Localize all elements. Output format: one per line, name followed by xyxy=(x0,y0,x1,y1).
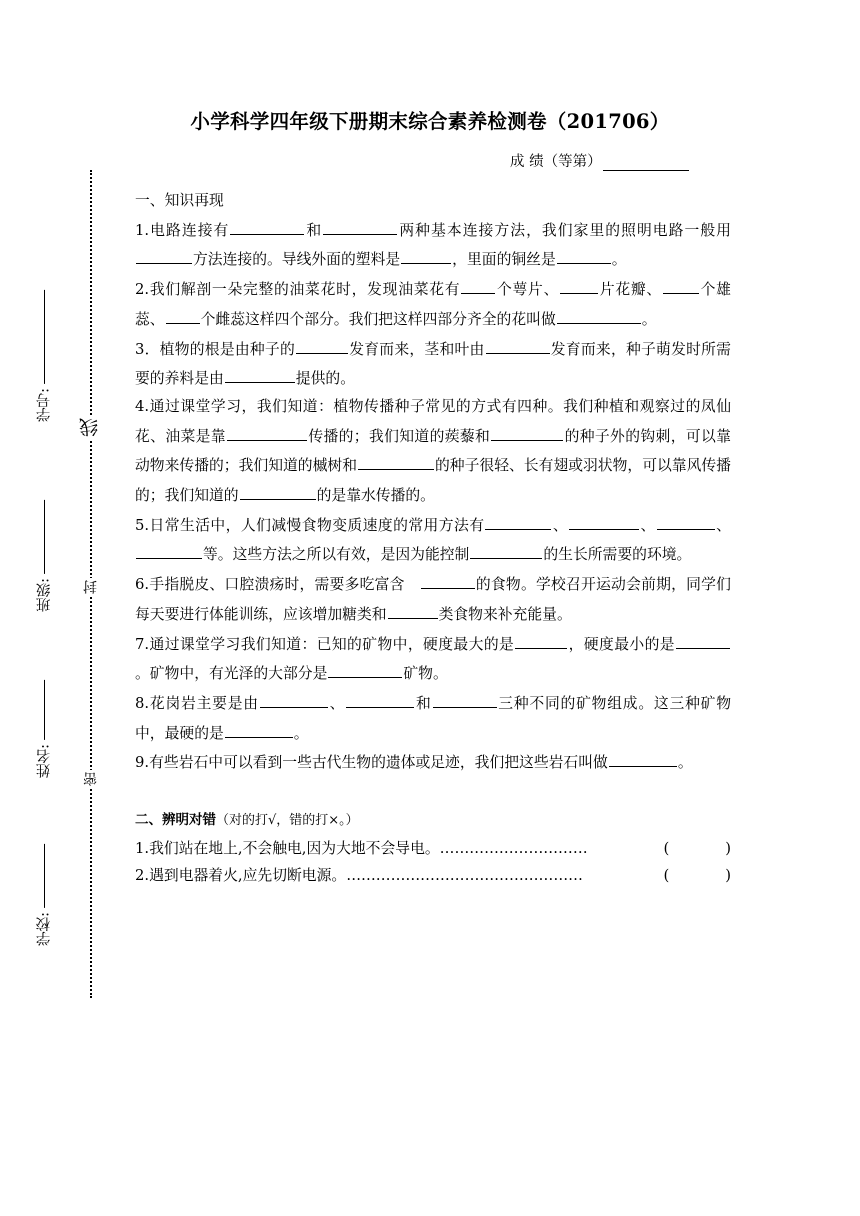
number-field xyxy=(34,290,54,422)
answer-blank[interactable] xyxy=(557,304,641,324)
tf-item-leader: ………………………… xyxy=(439,839,588,857)
section1-heading: 一、知识再现 xyxy=(135,192,224,209)
answer-blank[interactable] xyxy=(560,274,598,294)
answer-blank[interactable] xyxy=(657,510,715,530)
question-5: 5.日常生活中，人们减慢食物变质速度的常用方法有 、 、 、等。这些方法之所以有效，是因为能控制 的生长所需要的环境。 xyxy=(135,510,731,569)
section2-heading: 二、辨明对错 xyxy=(135,812,216,829)
answer-blank[interactable] xyxy=(470,539,542,559)
answer-blank[interactable] xyxy=(557,244,611,264)
answer-blank[interactable] xyxy=(136,244,192,264)
answer-blank[interactable] xyxy=(491,421,563,441)
answer-blank[interactable] xyxy=(328,658,402,678)
answer-blank[interactable] xyxy=(240,480,316,500)
section2-note: （对的打√，错的打×。） xyxy=(216,813,359,829)
answer-blank[interactable] xyxy=(225,718,293,738)
question-3: 3．植物的根是由种子的 发育而来，茎和叶由 发育而来，种子萌发时所需要的养料是由 提供的。 xyxy=(135,334,731,393)
answer-blank[interactable] xyxy=(433,688,497,708)
answer-blank[interactable] xyxy=(485,510,551,530)
tf-item-text: 1.我们站在地上,不会触电,因为大地不会导电。 xyxy=(135,839,440,857)
number-blank[interactable] xyxy=(43,290,45,384)
number-label: 学号: xyxy=(36,388,53,422)
school-blank[interactable] xyxy=(43,844,45,908)
question-9: 9.有些岩石中可以看到一些古代生物的遗体或足迹，我们把这些岩石叫做 。 xyxy=(135,747,731,777)
answer-blank[interactable] xyxy=(486,334,550,354)
tf-answer-box[interactable]: ( ) xyxy=(663,867,731,885)
answer-blank[interactable] xyxy=(663,274,699,294)
question-7: 7.通过课堂学习我们知道：已知的矿物中，硬度最大的是 ，硬度最小的是。矿物中，有光泽的大部分是 矿物。 xyxy=(135,629,731,688)
binding-char-line: 线 xyxy=(79,418,101,437)
binding-char-seal: 密 xyxy=(83,772,99,786)
class-label: 班级: xyxy=(36,578,53,612)
tf-item-leader: ………………………………………… xyxy=(346,867,583,885)
answer-blank[interactable] xyxy=(388,599,438,619)
answer-blank[interactable] xyxy=(569,510,639,530)
answer-blank[interactable] xyxy=(227,421,307,441)
answer-blank[interactable] xyxy=(260,688,328,708)
question-2: 2.我们解剖一朵完整的油菜花时，发现油菜花有 个萼片、 片花瓣、 个雄蕊、 个雌蕊这样四个部分。我们把这样四部分齐全的花叫做 。 xyxy=(135,274,731,333)
name-blank[interactable] xyxy=(43,680,45,740)
question-1: 1.电路连接有 和 两种基本连接方法，我们家里的照明电路一般用方法连接的。导线外面的塑料是 ，里面的铜丝是 。 xyxy=(135,215,731,274)
class-field xyxy=(34,500,54,612)
answer-blank[interactable] xyxy=(166,304,200,324)
tf-item xyxy=(135,862,731,890)
tf-item-text: 2.遇到电器着火,应先切断电源。 xyxy=(135,867,347,885)
answer-blank[interactable] xyxy=(136,539,202,559)
school-label: 学校: xyxy=(36,912,53,946)
answer-blank[interactable] xyxy=(421,569,475,589)
exam-title: 小学科学四年级下册期末综合素养检测卷（201706） xyxy=(190,110,670,133)
answer-blank[interactable] xyxy=(225,363,295,383)
class-blank[interactable] xyxy=(43,500,45,574)
section2-header xyxy=(135,806,731,835)
name-field xyxy=(34,680,54,778)
grade-label: 成 绩（等第） xyxy=(510,154,602,170)
answer-blank[interactable] xyxy=(461,274,495,294)
binding-char-feng: 封 xyxy=(83,580,99,594)
answer-blank[interactable] xyxy=(609,747,677,767)
answer-blank[interactable] xyxy=(296,334,348,354)
school-field xyxy=(34,844,54,946)
name-label: 姓名: xyxy=(36,744,53,778)
exam-content xyxy=(135,187,731,890)
answer-blank[interactable] xyxy=(515,629,567,649)
question-4: 4.通过课堂学习，我们知道：植物传播种子常见的方式有四种。我们种植和观察过的凤仙花、油菜是靠 传播的；我们知道的蒺藜和 的种子外的钩刺，可以靠动物来传播的；我们知道的槭树和 的种子很轻、长有翅或羽状物，可以靠风传播的；我们知道的 的是靠水传播的。 xyxy=(135,397,731,505)
tf-item xyxy=(135,835,731,863)
question-6: 6.手指脱皮、口腔溃疡时，需要多吃富含 的食物。学校召开运动会前期，同学们每天要进行体能训练，应该增加糖类和 类食物来补充能量。 xyxy=(135,569,731,628)
grade-field xyxy=(510,150,690,171)
answer-blank[interactable] xyxy=(358,450,434,470)
answer-blank[interactable] xyxy=(401,244,451,264)
answer-blank[interactable] xyxy=(676,629,730,649)
answer-blank[interactable] xyxy=(346,688,414,708)
answer-blank[interactable] xyxy=(230,215,304,235)
grade-blank[interactable] xyxy=(603,153,689,171)
question-8: 8.花岗岩主要是由 、 和 三种不同的矿物组成。这三种矿物中，最硬的是 。 xyxy=(135,688,731,747)
answer-blank[interactable] xyxy=(323,215,397,235)
tf-answer-box[interactable]: ( ) xyxy=(663,839,731,857)
